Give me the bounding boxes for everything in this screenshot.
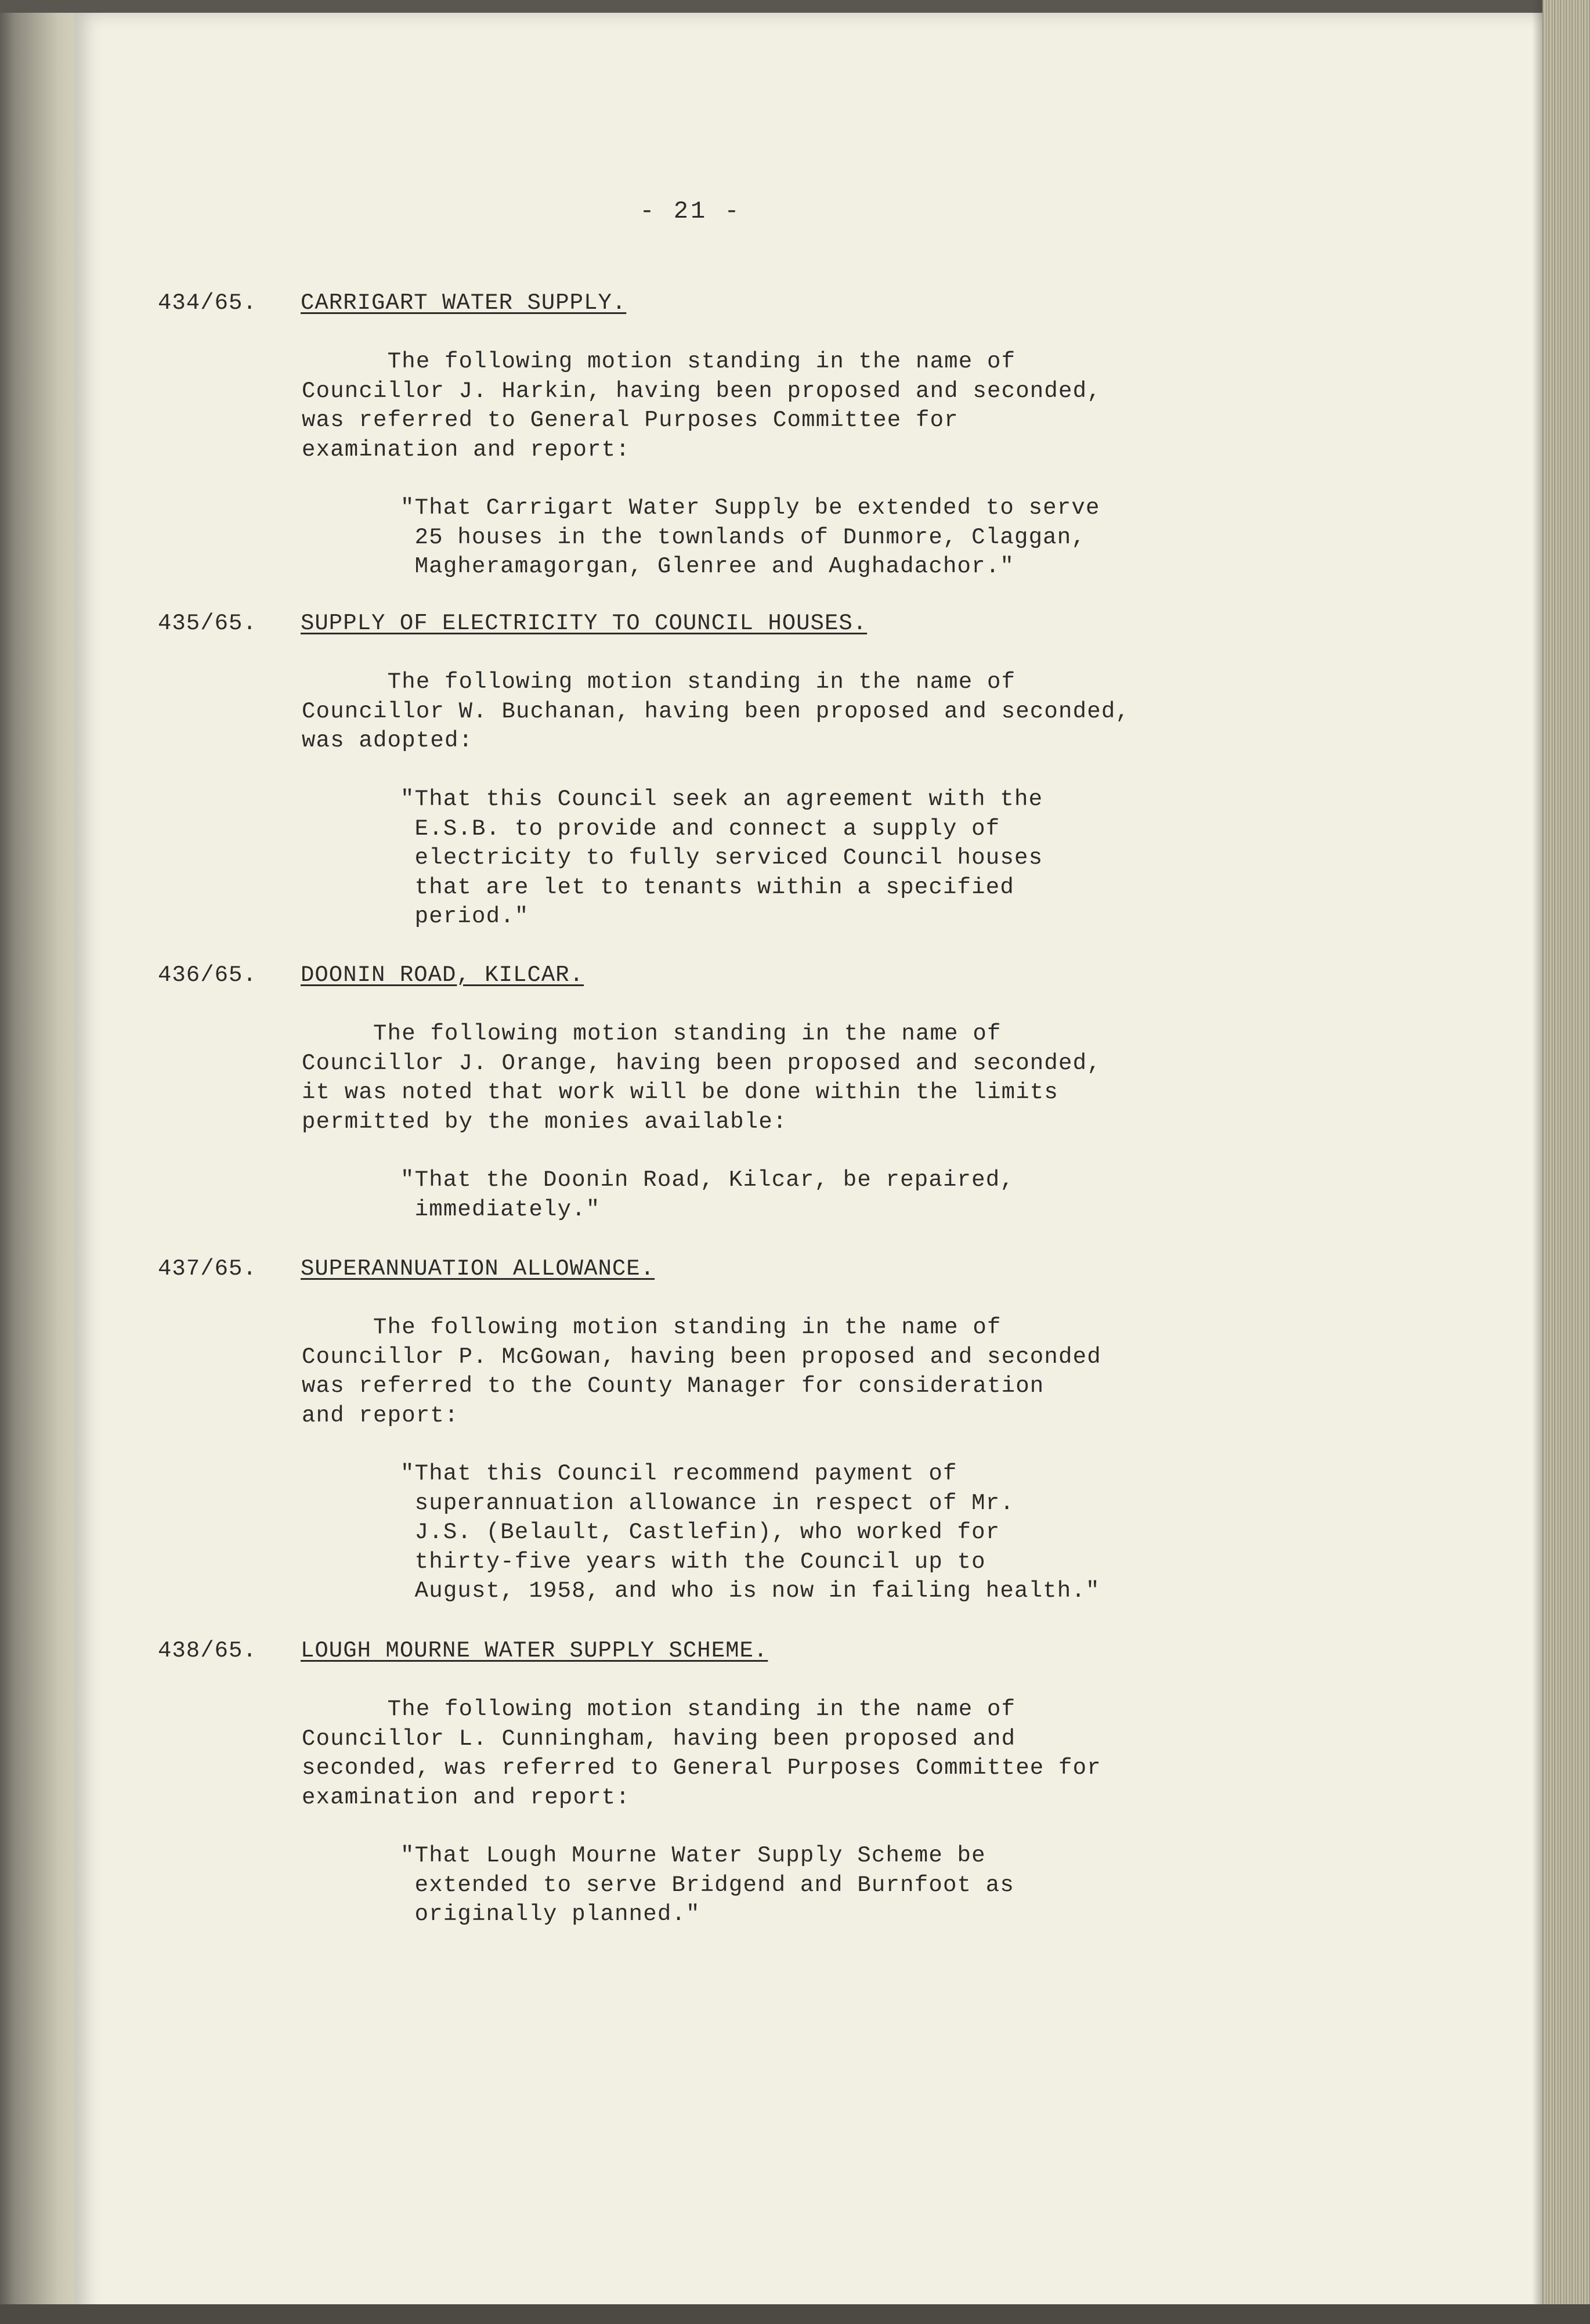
minute-body: The following motion standing in the name of Councillor P. McGowan, having been proposed and seconded was referred to the County Manager for consideration and report: <box>302 1315 1101 1428</box>
minute-body: The following motion standing in the name of Councillor W. Buchanan, having been proposed and seconded, was adopted: <box>302 669 1130 753</box>
minute-heading: LOUGH MOURNE WATER SUPPLY SCHEME. <box>301 1638 768 1663</box>
minute-number: 437/65. <box>158 1256 257 1282</box>
motion-quote: "That this Council seek an agreement with the E.S.B. to provide and connect a supply of electricity to fully serviced Council houses that are let to tenants within a specified period." <box>400 786 1043 929</box>
minute-body: The following motion standing in the name of Councillor J. Harkin, having been proposed and seconded, was referred to General Purposes Committee for examination and report: <box>302 349 1101 463</box>
minute-heading: CARRIGART WATER SUPPLY. <box>301 290 627 316</box>
motion-quote: "That this Council recommend payment of superannuation allowance in respect of Mr. J.S. (Belault, Castlefin), who worked for thirty-five years with the Council up to August, 1958, and who is now in failing health." <box>400 1461 1100 1604</box>
minute-body: The following motion standing in the name of Councillor L. Cunningham, having been proposed and seconded, was referred to General Purposes Committee for examination and report: <box>302 1697 1101 1810</box>
minute-number: 435/65. <box>158 611 257 636</box>
motion-quote: "That the Doonin Road, Kilcar, be repaired, immediately." <box>400 1167 1014 1222</box>
page-number: - 21 - <box>639 197 742 225</box>
minute-heading: SUPERANNUATION ALLOWANCE. <box>301 1256 655 1282</box>
minute-number: 434/65. <box>158 290 257 316</box>
minute-body: The following motion standing in the name of Councillor J. Orange, having been proposed and seconded, it was noted that work will be done within the limits permitted by the monies available: <box>302 1021 1101 1135</box>
motion-quote: "That Lough Mourne Water Supply Scheme be extended to serve Bridgend and Burnfoot as originally planned." <box>400 1843 1014 1927</box>
minute-heading: DOONIN ROAD, KILCAR. <box>301 962 584 988</box>
motion-quote: "That Carrigart Water Supply be extended to serve 25 houses in the townlands of Dunmore, Claggan, Magheramagorgan, Glenree and Aughadachor." <box>400 495 1100 579</box>
minute-number: 438/65. <box>158 1638 257 1663</box>
minute-heading: SUPPLY OF ELECTRICITY TO COUNCIL HOUSES. <box>301 611 868 636</box>
minute-number: 436/65. <box>158 962 257 988</box>
